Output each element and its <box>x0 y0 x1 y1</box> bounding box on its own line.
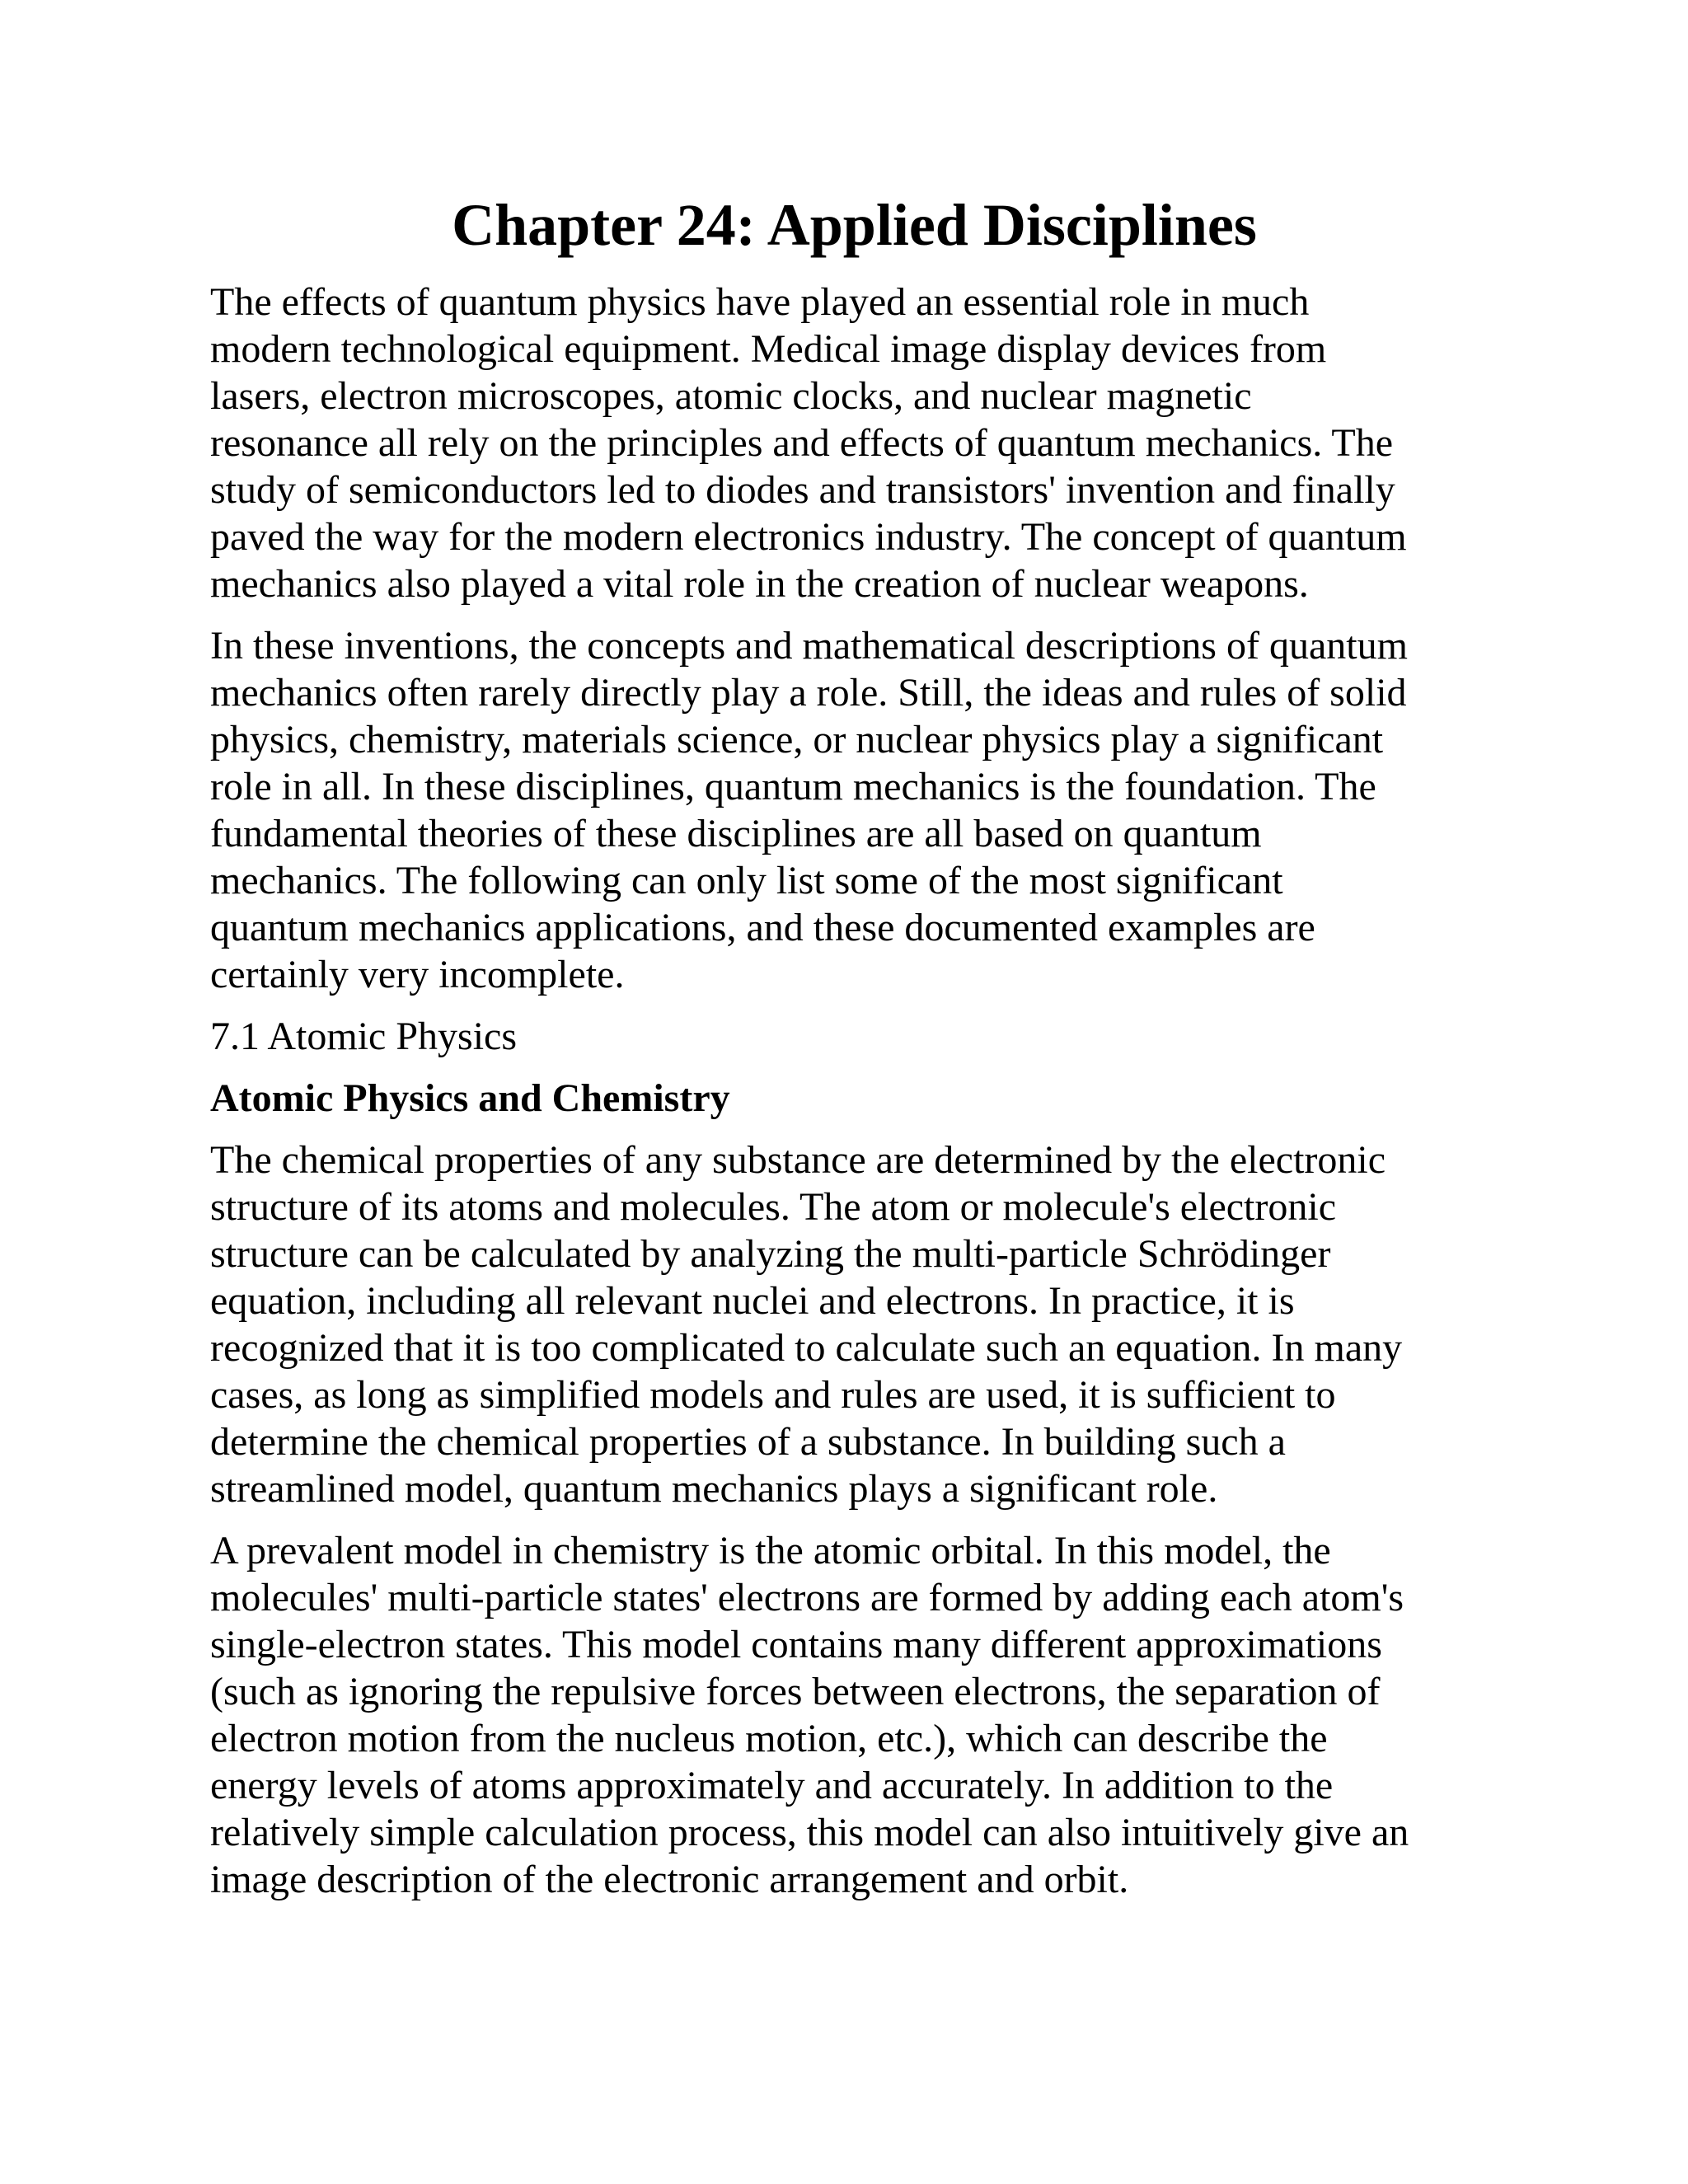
text-line: electron motion from the nucleus motion, etc.), which can describe the <box>210 1717 1328 1761</box>
document-page <box>210 190 1496 1918</box>
text-line: (such as ignoring the repulsive forces between electrons, the separation of <box>210 1670 1381 1714</box>
text-line: paved the way for the modern electronics industry. The concept of quantum <box>210 515 1407 560</box>
text-line: The effects of quantum physics have played an essential role in much <box>210 280 1310 325</box>
text-line: study of semiconductors led to diodes and transistors' invention and finally <box>210 468 1395 513</box>
section-paragraph-1 <box>210 1137 1496 1512</box>
text-line: quantum mechanics applications, and these documented examples are <box>210 906 1315 950</box>
text-line: molecules' multi-particle states' electrons are formed by adding each atom's <box>210 1576 1404 1620</box>
text-line: certainly very incomplete. <box>210 953 625 997</box>
text-line: The chemical properties of any substance are determined by the electronic <box>210 1138 1386 1183</box>
text-line: structure of its atoms and molecules. The atom or molecule's electronic <box>210 1185 1337 1230</box>
text-line: single-electron states. This model contains many different approximations <box>210 1623 1382 1667</box>
intro-paragraph-2 <box>210 622 1496 998</box>
text-line: cases, as long as simplified models and rules are used, it is sufficient to <box>210 1373 1336 1418</box>
section-heading: 7.1 Atomic Physics <box>210 1015 518 1059</box>
text-line: streamlined model, quantum mechanics plays a significant role. <box>210 1467 1218 1511</box>
text-line: fundamental theories of these disciplines are all based on quantum <box>210 812 1262 856</box>
text-line: In these inventions, the concepts and mathematical descriptions of quantum <box>210 624 1408 668</box>
subsection-heading: Atomic Physics and Chemistry <box>210 1076 730 1121</box>
section-paragraph-2 <box>210 1527 1496 1903</box>
text-line: energy levels of atoms approximately and accurately. In addition to the <box>210 1764 1334 1808</box>
text-line: mechanics. The following can only list some of the most significant <box>210 859 1283 903</box>
text-line: A prevalent model in chemistry is the atomic orbital. In this model, the <box>210 1529 1331 1573</box>
text-line: role in all. In these disciplines, quantum mechanics is the foundation. The <box>210 765 1376 809</box>
text-line: physics, chemistry, materials science, or nuclear physics play a significant <box>210 718 1384 762</box>
text-line: image description of the electronic arrangement and orbit. <box>210 1858 1129 1902</box>
text-line: lasers, electron microscopes, atomic clocks, and nuclear magnetic <box>210 374 1252 419</box>
text-line: mechanics often rarely directly play a role. Still, the ideas and rules of solid <box>210 671 1407 715</box>
text-line: structure can be calculated by analyzing the multi-particle Schrödinger <box>210 1232 1331 1277</box>
text-line: resonance all rely on the principles and effects of quantum mechanics. The <box>210 421 1394 466</box>
intro-paragraph-1 <box>210 279 1496 607</box>
text-line: recognized that it is too complicated to calculate such an equation. In many <box>210 1326 1403 1371</box>
text-line: mechanics also played a vital role in the creation of nuclear weapons. <box>210 562 1309 607</box>
chapter-title: Chapter 24: Applied Disciplines <box>452 192 1257 258</box>
text-line: modern technological equipment. Medical image display devices from <box>210 327 1327 372</box>
text-line: determine the chemical properties of a substance. In building such a <box>210 1420 1286 1465</box>
text-line: equation, including all relevant nuclei and electrons. In practice, it is <box>210 1279 1295 1324</box>
text-line: relatively simple calculation process, this model can also intuitively give an <box>210 1811 1409 1855</box>
